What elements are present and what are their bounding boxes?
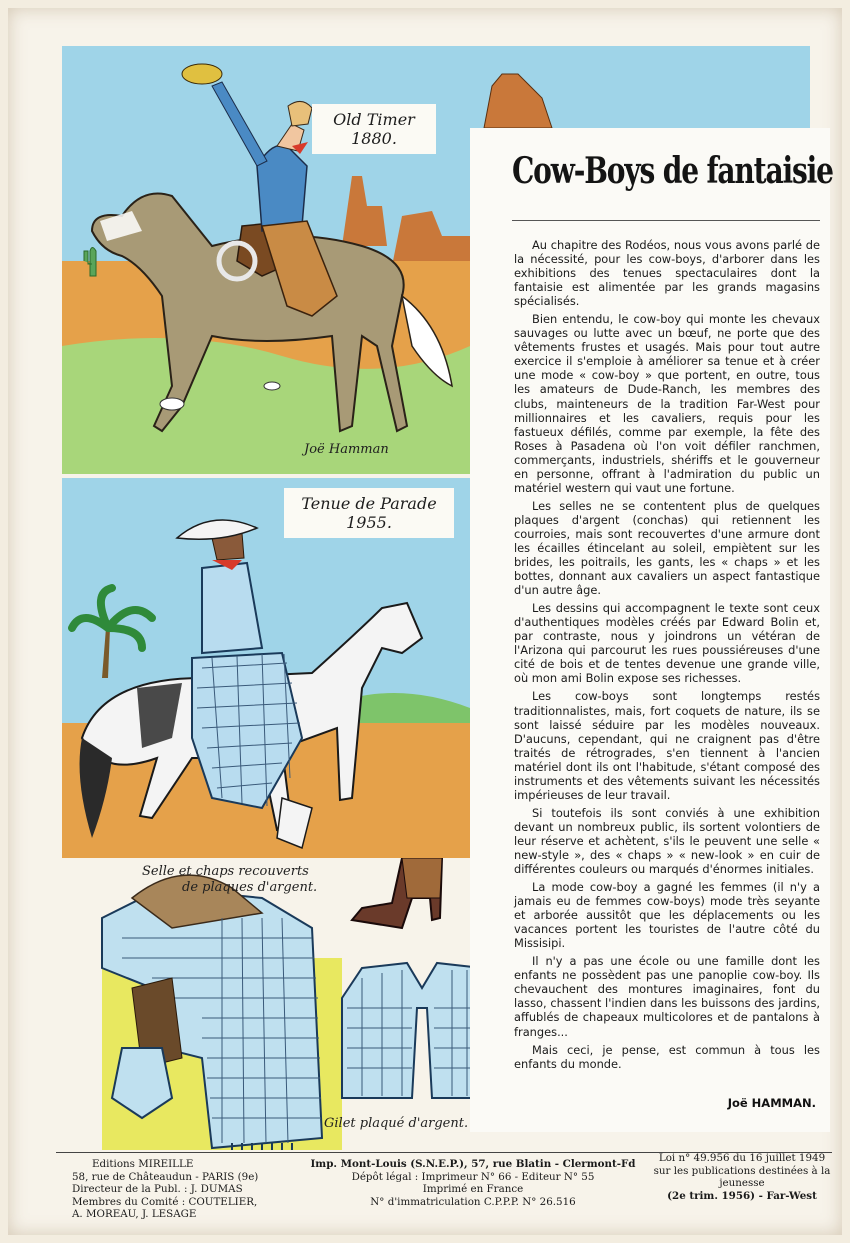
- article-paragraph: Mais ceci, je pense, est commun à tous les enfants du monde.: [514, 1042, 820, 1071]
- old-timer-caption-year: 1880.: [351, 129, 397, 149]
- footer-line: Dépôt légal : Imprimeur N° 66 - Editeur N° 55: [351, 1170, 595, 1183]
- footer-line: Editions MIREILLE: [92, 1158, 194, 1170]
- footer-line: Directeur de la Publ. : J. DUMAS: [72, 1183, 243, 1196]
- article-title: Cow-Boys de fantaisie: [512, 150, 833, 192]
- old-timer-caption: [312, 104, 436, 154]
- parade-caption-title: Tenue de Parade: [301, 494, 437, 513]
- footer-publisher: [72, 1158, 286, 1221]
- illustration-parade-outfit: [62, 478, 470, 858]
- footer-line: Imp. Mont-Louis (S.N.E.P.), 57, rue Blatin - Clermont-Fd: [310, 1158, 636, 1170]
- article-paragraph: Les cow-boys sont longtemps restés traditionnalistes, mais, fort coquets de nature, ils se sont laissé séduire par les modèles nouveaux. D'aucuns, cependant, qui ne craignent pas d'être traités de rétrogrades, s'en tiennent à l'ancien matériel dont ils ont l'habitude, s'étant composé des instruments et des vêtements suivant les nécessités impérieuses de leur travail.: [514, 689, 820, 802]
- title-divider: [512, 220, 820, 221]
- silver-gear-drawing: [62, 858, 482, 1150]
- article-paragraph: La mode cow-boy a gagné les femmes (il n'y a jamais eu de femmes cow-boys) mode très seyante et arborée aussitôt que les déplacements ou les vacances portent les touristes de l'autre côté du Missisipi.: [514, 880, 820, 951]
- footer-line: Loi n° 49.956 du 16 juillet 1949: [658, 1152, 826, 1164]
- footer-line: sur les publications destinées à la jeunesse: [653, 1164, 831, 1190]
- illustration-old-timer: [62, 46, 470, 474]
- footer-line: N° d'immatriculation C.P.P.P. N° 26.516: [370, 1195, 576, 1208]
- saddle-label-line2: de plaques d'argent.: [182, 880, 318, 896]
- article-paragraph: Au chapitre des Rodéos, nous vous avons parlé de la nécessité, pour les cow-boys, d'arborer dans les exhibitions des tenues spectaculaires dont la fantaisie est alimentée par les grands magasins spécialisés.: [514, 238, 820, 309]
- parade-caption: [284, 488, 454, 538]
- article-paragraph: Si toutefois ils sont conviés à une exhibition devant un nombreux public, ils sortent volontiers de leur réserve et achètent, s'ils le peuvent une selle « new-style », des « chaps » « new-look » en cuir de différentes couleurs ou marqués d'énormes initiales.: [514, 805, 820, 877]
- article-paragraph: Les dessins qui accompagnent le texte sont ceux d'authentiques modèles créés par Edward Bolin et, par contraste, nous y joindrons un vétéran de l'Arizona qui parcourut les rues poussiéreuses d'une cité de bois et de tentes devenue une grande ville, où mon ami Bolin expose ses richesses.: [514, 601, 820, 686]
- footer-legal: [652, 1152, 832, 1202]
- parade-caption-year: 1955.: [346, 513, 392, 533]
- footer-line: A. MOREAU, J. LESAGE: [72, 1208, 197, 1221]
- saddle-label-line1: Selle et chaps recouverts: [142, 864, 309, 879]
- vest-label: Gilet plaqué d'argent.: [324, 1116, 469, 1131]
- footer-line: 58, rue de Châteaudun - PARIS (9e): [72, 1170, 259, 1183]
- article-paragraph: Il n'y a pas une école ou une famille dont les enfants ne possèdent pas une panoplie cow-boy. Ils chevauchent des montures imaginaires, font du lasso, chassent l'indien dans les buissons des jardins, affublés de chapeaux multicolores et de pantalons à franges...: [514, 954, 820, 1039]
- article-author: Joë HAMMAN.: [727, 1096, 816, 1110]
- footer-line: Membres du Comité : COUTELIER,: [72, 1195, 258, 1208]
- sky-strip: [470, 46, 810, 128]
- article-paragraph: Bien entendu, le cow-boy qui monte les chevaux sauvages ou lutte avec un bœuf, ne porte que des vêtements frustes et usagés. Mais pour tout autre exercice il s'emploie à améliorer sa tenue et à créer une mode « cow-boy » que portent, en outre, tous les amateurs de Dude-Ranch, les membres des clubs, mainteneurs de la tradition Far-West pour millionnaires et les cavaliers, requis pour les fastueux défilés, comme par exemple, la fête des Roses à Pasadena où l'on voit défiler ranchmen, commerçants, industriels, shériffs et le gouverneur en personne, offrant à l'admiration du public un matériel western qui vaut une fortune.: [514, 312, 820, 495]
- article-body: [514, 238, 820, 1075]
- footer-printer: [300, 1158, 646, 1208]
- saddle-chaps-label: [142, 864, 382, 897]
- illustration-silver-gear: [62, 858, 482, 1150]
- footer-line: (2e trim. 1956) - Far-West: [667, 1189, 817, 1202]
- footer-line: Imprimé en France: [422, 1183, 524, 1196]
- mesa-drawing: [470, 46, 810, 128]
- artist-signature: Joë Hamman: [304, 442, 389, 457]
- old-timer-caption-title: Old Timer: [333, 110, 415, 129]
- article-paragraph: Les selles ne se contentent plus de quelques plaques d'argent (conchas) qui retiennent les courroies, mais sont recouvertes d'une armure dont les écailles étincelant au soleil, empiètent sur les brides, les poitrails, les gants, les « chaps » et les bottes, donnant aux cavaliers un aspect fantastique d'un autre âge.: [514, 498, 820, 598]
